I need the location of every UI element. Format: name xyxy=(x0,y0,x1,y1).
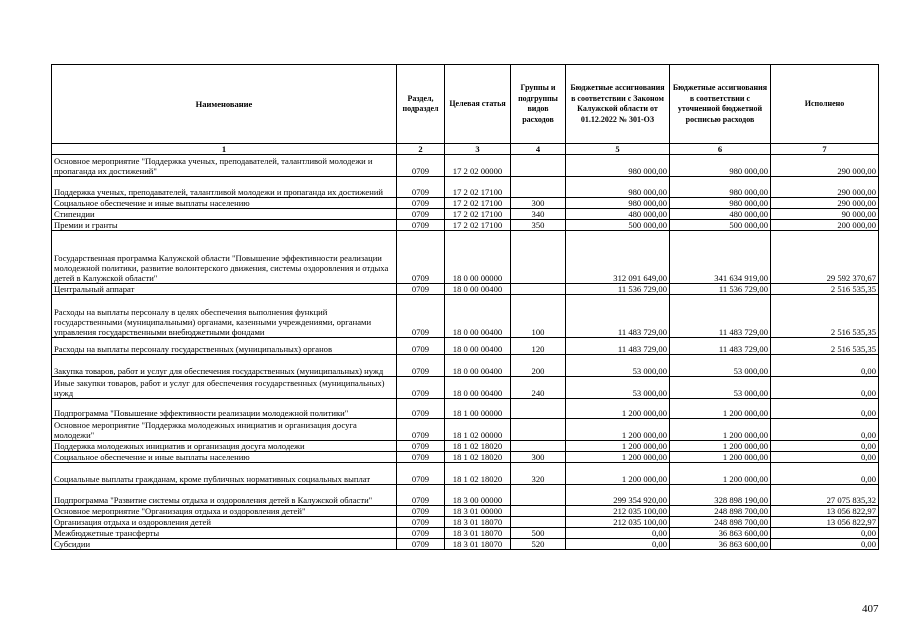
cell-section: 0709 xyxy=(397,517,445,528)
cell-executed: 0,00 xyxy=(771,528,879,539)
cell-group xyxy=(511,485,566,506)
cell-executed: 27 075 835,32 xyxy=(771,485,879,506)
cell-law: 299 354 920,00 xyxy=(566,485,670,506)
column-number: 5 xyxy=(566,144,670,155)
cell-target: 18 0 00 00000 xyxy=(445,231,511,284)
cell-name: Поддержка ученых, преподавателей, талантливой молодежи и пропаганда их достижений xyxy=(52,177,397,198)
cell-refined: 1 200 000,00 xyxy=(670,441,771,452)
cell-law: 1 200 000,00 xyxy=(566,419,670,441)
header-section: Раздел, подраздел xyxy=(397,65,445,144)
cell-refined: 328 898 190,00 xyxy=(670,485,771,506)
cell-law: 500 000,00 xyxy=(566,220,670,231)
cell-executed: 2 516 535,35 xyxy=(771,338,879,355)
cell-target: 17 2 02 17100 xyxy=(445,220,511,231)
table-header-row xyxy=(52,65,879,144)
cell-group: 240 xyxy=(511,377,566,399)
column-number-row xyxy=(52,144,879,155)
table-row xyxy=(52,452,879,463)
column-number: 6 xyxy=(670,144,771,155)
table-row xyxy=(52,485,879,506)
table-row xyxy=(52,284,879,295)
cell-target: 18 3 01 18070 xyxy=(445,517,511,528)
cell-section: 0709 xyxy=(397,506,445,517)
cell-group: 300 xyxy=(511,452,566,463)
cell-name: Социальные выплаты гражданам, кроме публичных нормативных социальных выплат xyxy=(52,463,397,485)
cell-executed: 200 000,00 xyxy=(771,220,879,231)
cell-target: 18 3 00 00000 xyxy=(445,485,511,506)
cell-law: 312 091 649,00 xyxy=(566,231,670,284)
cell-executed: 0,00 xyxy=(771,419,879,441)
table-row xyxy=(52,198,879,209)
table-row xyxy=(52,419,879,441)
cell-law: 980 000,00 xyxy=(566,177,670,198)
cell-refined: 500 000,00 xyxy=(670,220,771,231)
cell-target: 18 0 00 00400 xyxy=(445,295,511,338)
cell-name: Подпрограмма "Развитие системы отдыха и оздоровления детей в Калужской области" xyxy=(52,485,397,506)
cell-refined: 980 000,00 xyxy=(670,177,771,198)
cell-refined: 980 000,00 xyxy=(670,155,771,177)
cell-refined: 1 200 000,00 xyxy=(670,399,771,419)
cell-section: 0709 xyxy=(397,284,445,295)
cell-section: 0709 xyxy=(397,338,445,355)
table-row xyxy=(52,506,879,517)
cell-target: 18 0 00 00400 xyxy=(445,284,511,295)
cell-executed: 2 516 535,35 xyxy=(771,295,879,338)
cell-target: 18 1 02 18020 xyxy=(445,452,511,463)
table-row xyxy=(52,539,879,550)
header-group: Группы и подгруппы видов расходов xyxy=(511,65,566,144)
cell-group: 100 xyxy=(511,295,566,338)
cell-law: 1 200 000,00 xyxy=(566,452,670,463)
cell-name: Социальное обеспечение и иные выплаты населению xyxy=(52,198,397,209)
table-row xyxy=(52,355,879,377)
cell-name: Подпрограмма "Повышение эффективности реализации молодежной политики" xyxy=(52,399,397,419)
cell-target: 18 1 02 00000 xyxy=(445,419,511,441)
cell-name: Расходы на выплаты персоналу государственных (муниципальных) органов xyxy=(52,338,397,355)
cell-law: 980 000,00 xyxy=(566,155,670,177)
cell-group xyxy=(511,517,566,528)
cell-group: 320 xyxy=(511,463,566,485)
header-executed: Исполнено xyxy=(771,65,879,144)
header-name: Наименование xyxy=(52,65,397,144)
cell-group xyxy=(511,441,566,452)
cell-executed: 0,00 xyxy=(771,463,879,485)
cell-law: 11 536 729,00 xyxy=(566,284,670,295)
cell-section: 0709 xyxy=(397,485,445,506)
table-row xyxy=(52,155,879,177)
cell-executed: 13 056 822,97 xyxy=(771,517,879,528)
cell-group: 340 xyxy=(511,209,566,220)
cell-name: Основное мероприятие "Поддержка молодежных инициатив и организация досуга молодежи" xyxy=(52,419,397,441)
cell-name: Организация отдыха и оздоровления детей xyxy=(52,517,397,528)
cell-section: 0709 xyxy=(397,177,445,198)
cell-section: 0709 xyxy=(397,441,445,452)
table-row xyxy=(52,295,879,338)
cell-target: 17 2 02 17100 xyxy=(445,198,511,209)
cell-group: 200 xyxy=(511,355,566,377)
cell-group: 520 xyxy=(511,539,566,550)
cell-section: 0709 xyxy=(397,528,445,539)
cell-executed: 290 000,00 xyxy=(771,155,879,177)
table-row xyxy=(52,231,879,284)
cell-executed: 90 000,00 xyxy=(771,209,879,220)
header-refined: Бюджетные ассигнования в соответствии с уточненной бюджетной росписью расходов xyxy=(670,65,771,144)
cell-executed: 0,00 xyxy=(771,452,879,463)
cell-executed: 0,00 xyxy=(771,539,879,550)
cell-target: 18 0 00 00400 xyxy=(445,355,511,377)
cell-refined: 36 863 600,00 xyxy=(670,528,771,539)
cell-name: Иные закупки товаров, работ и услуг для обеспечения государственных (муниципальных) нужд xyxy=(52,377,397,399)
cell-law: 1 200 000,00 xyxy=(566,441,670,452)
cell-law: 980 000,00 xyxy=(566,198,670,209)
cell-section: 0709 xyxy=(397,231,445,284)
cell-refined: 53 000,00 xyxy=(670,377,771,399)
header-law: Бюджетные ассигнования в соответствии с Законом Калужской области от 01.12.2022 № 301-ОЗ xyxy=(566,65,670,144)
column-number: 1 xyxy=(52,144,397,155)
cell-law: 1 200 000,00 xyxy=(566,463,670,485)
cell-executed: 0,00 xyxy=(771,441,879,452)
cell-section: 0709 xyxy=(397,452,445,463)
cell-group: 350 xyxy=(511,220,566,231)
cell-name: Закупка товаров, работ и услуг для обеспечения государственных (муниципальных) нужд xyxy=(52,355,397,377)
cell-target: 17 2 02 17100 xyxy=(445,209,511,220)
cell-refined: 1 200 000,00 xyxy=(670,452,771,463)
table-row xyxy=(52,220,879,231)
cell-executed: 0,00 xyxy=(771,355,879,377)
cell-law: 11 483 729,00 xyxy=(566,338,670,355)
cell-refined: 11 536 729,00 xyxy=(670,284,771,295)
cell-section: 0709 xyxy=(397,539,445,550)
cell-refined: 1 200 000,00 xyxy=(670,419,771,441)
cell-law: 53 000,00 xyxy=(566,355,670,377)
cell-name: Премии и гранты xyxy=(52,220,397,231)
cell-target: 18 0 00 00400 xyxy=(445,338,511,355)
cell-group xyxy=(511,284,566,295)
cell-refined: 980 000,00 xyxy=(670,198,771,209)
table-row xyxy=(52,517,879,528)
cell-executed: 290 000,00 xyxy=(771,177,879,198)
cell-group xyxy=(511,177,566,198)
cell-refined: 341 634 919,00 xyxy=(670,231,771,284)
column-number: 4 xyxy=(511,144,566,155)
cell-name: Субсидии xyxy=(52,539,397,550)
cell-refined: 480 000,00 xyxy=(670,209,771,220)
cell-refined: 11 483 729,00 xyxy=(670,295,771,338)
header-target: Целевая статья xyxy=(445,65,511,144)
cell-refined: 36 863 600,00 xyxy=(670,539,771,550)
cell-section: 0709 xyxy=(397,419,445,441)
cell-law: 53 000,00 xyxy=(566,377,670,399)
table-row xyxy=(52,377,879,399)
cell-law: 1 200 000,00 xyxy=(566,399,670,419)
cell-name: Стипендии xyxy=(52,209,397,220)
column-number: 3 xyxy=(445,144,511,155)
cell-group: 500 xyxy=(511,528,566,539)
cell-name: Государственная программа Калужской области "Повышение эффективности реализации молодежной политики, развитие волонтерского движения, системы оздоровления и отдыха детей в Калужской области" xyxy=(52,231,397,284)
cell-law: 0,00 xyxy=(566,539,670,550)
cell-name: Центральный аппарат xyxy=(52,284,397,295)
cell-executed: 13 056 822,97 xyxy=(771,506,879,517)
table-row xyxy=(52,338,879,355)
cell-section: 0709 xyxy=(397,209,445,220)
cell-law: 0,00 xyxy=(566,528,670,539)
cell-name: Межбюджетные трансферты xyxy=(52,528,397,539)
cell-target: 17 2 02 17100 xyxy=(445,177,511,198)
cell-target: 18 1 02 18020 xyxy=(445,463,511,485)
cell-law: 480 000,00 xyxy=(566,209,670,220)
cell-section: 0709 xyxy=(397,295,445,338)
table-row xyxy=(52,463,879,485)
column-number: 2 xyxy=(397,144,445,155)
column-number: 7 xyxy=(771,144,879,155)
cell-name: Расходы на выплаты персоналу в целях обеспечения выполнения функций государственными (муниципальными) органами, казенными учреждениями, органами управления государственными внебюджетными фондами xyxy=(52,295,397,338)
table-row xyxy=(52,528,879,539)
cell-name: Поддержка молодежных инициатив и организация досуга молодежи xyxy=(52,441,397,452)
cell-executed: 0,00 xyxy=(771,377,879,399)
cell-name: Основное мероприятие "Поддержка ученых, преподавателей, талантливой молодежи и пропаганда их достижений" xyxy=(52,155,397,177)
cell-law: 212 035 100,00 xyxy=(566,506,670,517)
cell-section: 0709 xyxy=(397,399,445,419)
cell-target: 18 3 01 18070 xyxy=(445,528,511,539)
cell-target: 18 3 01 18070 xyxy=(445,539,511,550)
cell-section: 0709 xyxy=(397,463,445,485)
cell-law: 11 483 729,00 xyxy=(566,295,670,338)
table-row xyxy=(52,399,879,419)
table-row xyxy=(52,441,879,452)
cell-refined: 11 483 729,00 xyxy=(670,338,771,355)
cell-section: 0709 xyxy=(397,220,445,231)
cell-group xyxy=(511,506,566,517)
cell-group: 120 xyxy=(511,338,566,355)
cell-name: Социальное обеспечение и иные выплаты населению xyxy=(52,452,397,463)
cell-group xyxy=(511,419,566,441)
cell-executed: 2 516 535,35 xyxy=(771,284,879,295)
cell-name: Основное мероприятие "Организация отдыха и оздоровления детей" xyxy=(52,506,397,517)
cell-executed: 29 592 370,67 xyxy=(771,231,879,284)
cell-target: 17 2 02 00000 xyxy=(445,155,511,177)
page-number: 407 xyxy=(862,603,879,615)
cell-section: 0709 xyxy=(397,377,445,399)
cell-refined: 248 898 700,00 xyxy=(670,506,771,517)
cell-refined: 248 898 700,00 xyxy=(670,517,771,528)
cell-section: 0709 xyxy=(397,155,445,177)
cell-refined: 53 000,00 xyxy=(670,355,771,377)
cell-executed: 290 000,00 xyxy=(771,198,879,209)
cell-group: 300 xyxy=(511,198,566,209)
cell-target: 18 3 01 00000 xyxy=(445,506,511,517)
budget-table xyxy=(51,64,879,550)
cell-target: 18 1 00 00000 xyxy=(445,399,511,419)
cell-law: 212 035 100,00 xyxy=(566,517,670,528)
table-row xyxy=(52,209,879,220)
cell-refined: 1 200 000,00 xyxy=(670,463,771,485)
cell-group xyxy=(511,399,566,419)
cell-target: 18 1 02 18020 xyxy=(445,441,511,452)
cell-executed: 0,00 xyxy=(771,399,879,419)
cell-target: 18 0 00 00400 xyxy=(445,377,511,399)
table-row xyxy=(52,177,879,198)
cell-section: 0709 xyxy=(397,355,445,377)
cell-group xyxy=(511,231,566,284)
cell-section: 0709 xyxy=(397,198,445,209)
table-body xyxy=(52,155,879,550)
cell-group xyxy=(511,155,566,177)
